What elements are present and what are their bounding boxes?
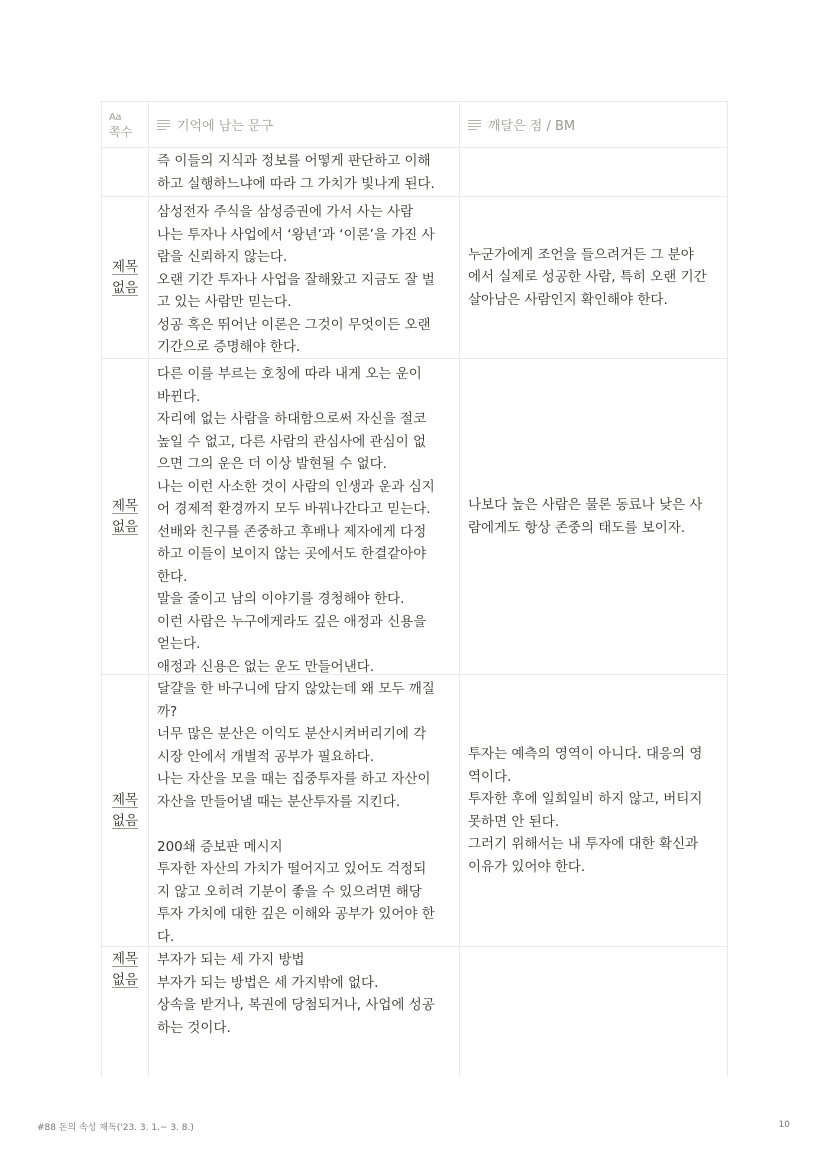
insight-cell[interactable] [460, 947, 728, 1077]
insight-text [460, 494, 727, 539]
table-row [102, 197, 728, 359]
text-line: 부자가 되는 세 가지 방법 [157, 952, 305, 968]
text-line: 선배와 친구를 존중하고 후배나 제자에게 다정 [157, 523, 427, 540]
table-row [102, 675, 728, 947]
footer-page-number: 10 [778, 1120, 790, 1130]
text-line: 즉 이들의 지식과 정보를 어떻게 판단하고 이해 [157, 153, 431, 169]
text-line: 투자한 자산의 가치가 떨어지고 있어도 걱정되 [157, 861, 427, 877]
title-cell[interactable] [102, 197, 149, 358]
quote-cell[interactable] [149, 148, 460, 196]
table-row [102, 148, 728, 197]
text-line: 투자 가치에 대한 깊은 이해와 공부가 있어야 한 [157, 906, 435, 922]
quote-cell[interactable] [149, 197, 460, 358]
quote-text [149, 197, 459, 359]
quote-cell[interactable] [149, 359, 460, 674]
title-cell[interactable] [102, 947, 149, 1077]
text-line: 람을 신뢰하지 않는다. [157, 249, 288, 265]
text-line: 기간으로 증명해야 한다. [157, 339, 301, 355]
header-quote[interactable] [149, 102, 460, 147]
row-title-link[interactable]: 제목 없음 [111, 497, 139, 535]
text-line: 이런 사람은 누구에게라도 깊은 애정과 신용을 [157, 613, 427, 630]
text-line: 투자한 후에 일희일비 하지 않고, 버티지 [468, 791, 703, 807]
text-line: 투자는 예측의 영역이 아니다. 대응의 영 [468, 746, 703, 762]
title-property-icon: Aa [109, 111, 121, 123]
text-line: 역이다. [468, 768, 512, 785]
insight-cell[interactable] [460, 675, 728, 946]
header-insight-label: 깨달은 점 / BM [488, 119, 576, 134]
text-line: 살아남은 사람인지 확인해야 한다. [468, 291, 668, 308]
text-line: 부자가 되는 방법은 세 가지밖에 없다. [157, 974, 379, 991]
text-line: 높일 수 없고, 다른 사람의 관심사에 관심이 없 [157, 433, 427, 450]
row-title-link[interactable]: 제목 없음 [111, 791, 139, 829]
text-line: 못하면 안 된다. [468, 813, 560, 830]
quote-cell[interactable] [149, 947, 460, 1077]
text-line: 오랜 기간 투자나 사업을 잘해왔고 지금도 잘 벌 [157, 271, 435, 288]
insight-text [460, 244, 727, 312]
text-line: 이유가 있어야 한다. [468, 858, 586, 875]
text-line: 애정과 신용은 없는 운도 만들어낸다. [157, 658, 375, 675]
table-header-row [102, 102, 728, 148]
text-line: 자리에 없는 사람을 하대함으로써 자신을 절코 [157, 411, 427, 427]
quote-text [149, 359, 459, 678]
text-line: 지 않고 오히려 기분이 좋을 수 있으려면 해당 [157, 883, 422, 900]
text-line: 달걀을 한 바구니에 담지 않았는데 왜 모두 깨질 [157, 681, 435, 697]
text-line: 나는 이런 사소한 것이 사람의 인생과 운과 심지 [157, 478, 435, 495]
text-lines-icon [468, 118, 481, 132]
text-line: 어 경제적 환경까지 모두 바꿔나간다고 믿는다. [157, 501, 431, 517]
text-lines-icon [157, 118, 170, 132]
row-title-link[interactable]: 제목 없음 [111, 258, 139, 296]
text-line: 200쇄 증보판 메시지 [157, 838, 283, 855]
table-row [102, 947, 728, 1077]
insight-text [460, 743, 727, 878]
insight-cell[interactable] [460, 359, 728, 674]
quote-text [149, 675, 459, 948]
text-line: 한다. [157, 568, 188, 585]
text-line [157, 813, 451, 836]
text-line: 다. [157, 928, 175, 945]
text-line: 람에게도 항상 존중의 태도를 보이자. [468, 519, 686, 536]
title-cell[interactable] [102, 675, 149, 946]
text-line: 얻는다. [157, 636, 201, 652]
insight-cell[interactable] [460, 197, 728, 358]
text-line: 으면 그의 운은 더 이상 발현될 수 없다. [157, 456, 387, 472]
header-quote-label: 기억에 남는 문구 [177, 119, 274, 134]
row-title-link[interactable]: 제목 없음 [111, 951, 139, 988]
text-line: 시장 안에서 개별적 공부가 필요하다. [157, 748, 375, 765]
notion-table [101, 101, 728, 1077]
table-row [102, 359, 728, 675]
text-line: 나는 자산을 모을 때는 집중투자를 하고 자산이 [157, 771, 431, 787]
text-line: 다른 이를 부르는 호칭에 따라 내게 오는 운이 [157, 366, 422, 382]
text-line: 까? [157, 703, 178, 720]
text-line: 하는 것이다. [157, 1019, 231, 1036]
text-line: 말을 줄이고 남의 이야기를 경청해야 한다. [157, 591, 405, 607]
text-line: 자산을 만들어낼 때는 분산투자를 지킨다. [157, 793, 401, 810]
text-line: 그러기 위해서는 내 투자에 대한 확신과 [468, 836, 699, 852]
text-line: 삼성전자 주식을 삼성증권에 가서 사는 사람 [157, 204, 414, 220]
header-insight[interactable] [460, 102, 728, 147]
text-line: 누군가에게 조언을 들으려거든 그 분야 [468, 246, 694, 263]
title-cell[interactable] [102, 148, 149, 196]
quote-cell[interactable] [149, 675, 460, 946]
quote-text [149, 148, 459, 195]
text-line: 에서 실제로 성공한 사람, 특히 오랜 기간 [468, 269, 707, 286]
text-line: 하고 이들이 보이지 않는 곳에서도 한결같아야 [157, 546, 427, 562]
header-page-count[interactable] [102, 102, 149, 147]
text-line: 나는 투자나 사업에서 ‘왕년’과 ‘이론’을 가진 사 [157, 226, 435, 243]
text-line: 성공 혹은 뛰어난 이론은 그것이 무엇이든 오랜 [157, 316, 431, 333]
text-line: 하고 실행하느냐에 따라 그 가치가 빛나게 된다. [157, 175, 435, 192]
header-page-count-label: 쪽수 [109, 124, 133, 139]
text-line: 고 있는 사람만 믿는다. [157, 294, 292, 310]
text-line: 너무 많은 분산은 이익도 분산시켜버리기에 각 [157, 726, 427, 742]
title-cell[interactable] [102, 359, 149, 674]
insight-cell[interactable] [460, 148, 728, 196]
quote-text [149, 947, 459, 1039]
text-line: 상속을 받거나, 복권에 당첨되거나, 사업에 성공 [157, 997, 435, 1013]
text-line: 바뀐다. [157, 388, 201, 405]
text-line: 나보다 높은 사람은 물론 동료나 낮은 사 [468, 497, 703, 513]
footer-document-title: #88 돈의 속성 재독('23. 3. 1.~ 3. 8.) [37, 1123, 194, 1133]
